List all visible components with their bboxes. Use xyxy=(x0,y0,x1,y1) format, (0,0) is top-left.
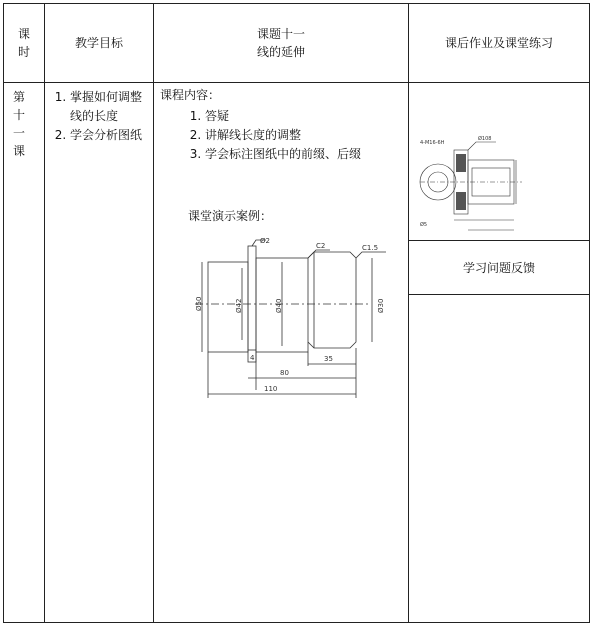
col-divider-1 xyxy=(44,3,45,623)
objectives-list xyxy=(50,88,152,145)
drawing-label: 4 xyxy=(250,354,255,362)
header-objectives: 教学目标 xyxy=(74,36,123,50)
content-item: 1. 答疑 xyxy=(205,107,405,126)
homework-drawing xyxy=(416,130,526,238)
header-homework-cell xyxy=(409,4,589,82)
lesson-number: 第十一课 xyxy=(12,90,25,158)
header-topic-cell xyxy=(154,4,408,82)
col-divider-2 xyxy=(153,3,154,623)
drawing-label: C1.5 xyxy=(362,244,379,252)
objectives-cell xyxy=(50,88,152,145)
header-homework: 课后作业及课堂练习 xyxy=(444,36,553,50)
right-divider-2 xyxy=(408,294,589,295)
thumb-leader xyxy=(468,142,496,150)
content-item: 2. 讲解线长度的调整 xyxy=(205,126,405,145)
content-cell xyxy=(160,86,405,164)
header-lesson-cell xyxy=(4,4,44,82)
lesson-number-cell xyxy=(12,88,26,160)
shaft-drawing xyxy=(190,232,405,402)
thumb-label: Ø108 xyxy=(478,136,492,142)
drawing-label: 80 xyxy=(280,369,289,377)
content-list xyxy=(160,107,405,164)
drawing-label: Ø40 xyxy=(275,298,283,313)
drawing-label: C2 xyxy=(316,242,326,250)
header-objectives-cell xyxy=(45,4,153,82)
hatch-top xyxy=(456,154,466,172)
drawing-label: 110 xyxy=(264,385,278,393)
thumb-label: 4-M16-6H xyxy=(420,140,445,146)
content-heading: 课程内容： xyxy=(160,88,221,102)
col-divider-3 xyxy=(408,3,409,623)
header-divider xyxy=(3,82,589,83)
shaft-segment-end xyxy=(308,252,356,348)
drawing-label: 35 xyxy=(324,355,333,363)
drawing-label: Ø42 xyxy=(235,298,243,313)
leader-c2 xyxy=(308,250,330,258)
drawing-label: Ø30 xyxy=(377,298,385,313)
drawing-label: Ø2 xyxy=(260,237,270,245)
leader-c15 xyxy=(356,252,386,258)
feedback-cell xyxy=(409,241,589,294)
header-topic-title: 线的延伸 xyxy=(256,45,305,59)
demo-heading: 课堂演示案例： xyxy=(188,209,273,223)
header-topic-number: 课题十一 xyxy=(256,27,305,41)
objective-item: 2. 学会分析图纸 xyxy=(70,126,152,145)
table-border-right xyxy=(589,3,590,623)
header-lesson: 课时 xyxy=(17,27,30,59)
table-border-left xyxy=(3,3,4,623)
drawing-label: Ø50 xyxy=(195,296,203,311)
table-border-bottom xyxy=(3,622,589,623)
hatch-bottom xyxy=(456,192,466,210)
thumb-label: Ø5 xyxy=(420,222,428,228)
feedback-label: 学习问题反馈 xyxy=(462,260,535,275)
objective-item: 1. 掌握如何调整线的长度 xyxy=(70,88,152,126)
content-item: 3. 学会标注图纸中的前缀、后缀 xyxy=(205,145,405,164)
